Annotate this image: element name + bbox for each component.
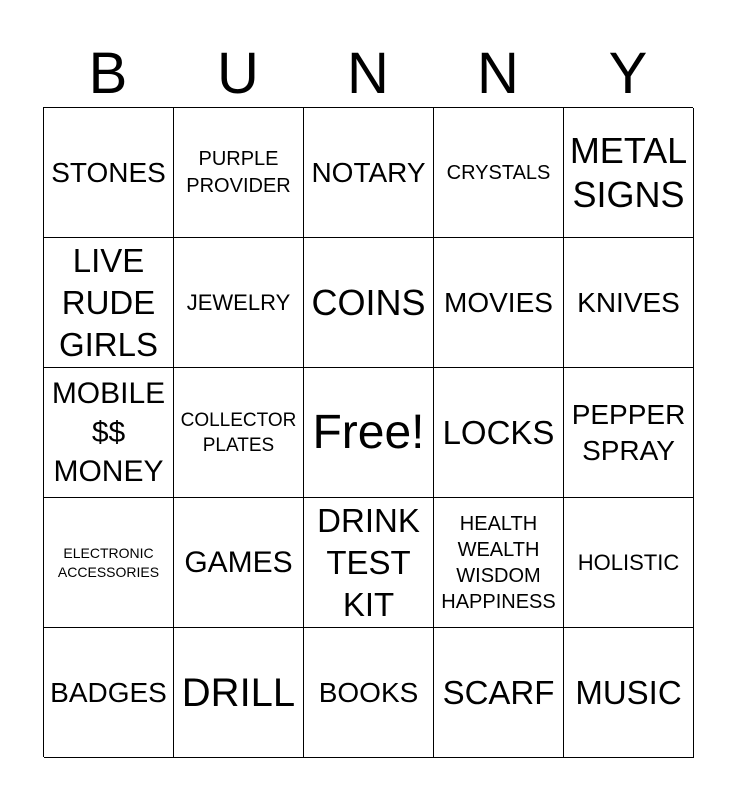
bingo-cell-r5c4[interactable]: [434, 628, 564, 758]
bingo-cell-r3c5[interactable]: [564, 368, 694, 498]
cell-text: KNIVES: [577, 286, 680, 318]
cell-text: MOVIES: [444, 286, 553, 318]
header-letter-n1: N: [347, 41, 389, 106]
cell-text: HEALTH WEALTH WISDOM HAPPINESS: [441, 512, 556, 613]
bingo-board: [43, 107, 693, 757]
header-letter-b: B: [88, 41, 128, 106]
cell-text: SCARF: [442, 673, 555, 711]
cell-text: HOLISTIC: [577, 549, 680, 575]
cell-text: GAMES: [184, 545, 293, 579]
header-letter-u: U: [217, 41, 259, 106]
bingo-cell-r3c3[interactable]: [304, 368, 434, 498]
cell-text: BADGES: [50, 676, 167, 708]
cell-text: DRINK TEST KIT: [317, 501, 420, 623]
bingo-cell-r2c4[interactable]: [434, 238, 564, 368]
cell-text: DRILL: [181, 670, 296, 715]
bingo-cell-r2c5[interactable]: [564, 238, 694, 368]
bingo-cell-r3c2[interactable]: [174, 368, 304, 498]
cell-text: LIVE RUDE GIRLS: [58, 241, 159, 363]
bingo-header: [43, 40, 693, 108]
cell-text: COINS: [311, 281, 426, 323]
cell-text: BOOKS: [318, 676, 419, 708]
cell-text: JEWELRY: [186, 289, 291, 315]
bingo-cell-r2c3[interactable]: [304, 238, 434, 368]
bingo-cell-r4c4[interactable]: [434, 498, 564, 628]
cell-text: METAL SIGNS: [569, 129, 688, 215]
cell-text: LOCKS: [442, 413, 555, 451]
bingo-cell-r5c1[interactable]: [44, 628, 174, 758]
bingo-cell-r3c1[interactable]: [44, 368, 174, 498]
bingo-cell-r4c5[interactable]: [564, 498, 694, 628]
bingo-cell-r1c4[interactable]: [434, 108, 564, 238]
bingo-cell-r4c3[interactable]: [304, 498, 434, 628]
bingo-cell-r2c1[interactable]: [44, 238, 174, 368]
cell-text: PURPLE PROVIDER: [186, 147, 291, 197]
bingo-cell-r1c1[interactable]: [44, 108, 174, 238]
bingo-cell-r4c2[interactable]: [174, 498, 304, 628]
free-space: Free!: [312, 405, 425, 459]
bingo-cell-r5c3[interactable]: [304, 628, 434, 758]
cell-text: CRYSTALS: [446, 161, 551, 184]
cell-text: ELECTRONIC ACCESSORIES: [57, 544, 160, 580]
bingo-cell-r1c2[interactable]: [174, 108, 304, 238]
cell-text: PEPPER SPRAY: [571, 398, 686, 466]
bingo-cell-r5c5[interactable]: [564, 628, 694, 758]
bingo-cell-r1c5[interactable]: [564, 108, 694, 238]
cell-text: MUSIC: [575, 673, 682, 711]
header-letter-n2: N: [477, 41, 519, 106]
bingo-cell-r5c2[interactable]: [174, 628, 304, 758]
cell-text: STONES: [51, 156, 166, 188]
cell-text: COLLECTOR PLATES: [180, 409, 297, 456]
bingo-cell-r4c1[interactable]: [44, 498, 174, 628]
cell-text: MOBILE $$ MONEY: [51, 377, 166, 488]
bingo-cell-r2c2[interactable]: [174, 238, 304, 368]
header-letter-y: Y: [608, 41, 648, 106]
bingo-cell-r1c3[interactable]: [304, 108, 434, 238]
cell-text: NOTARY: [311, 156, 426, 188]
bingo-cell-r3c4[interactable]: [434, 368, 564, 498]
